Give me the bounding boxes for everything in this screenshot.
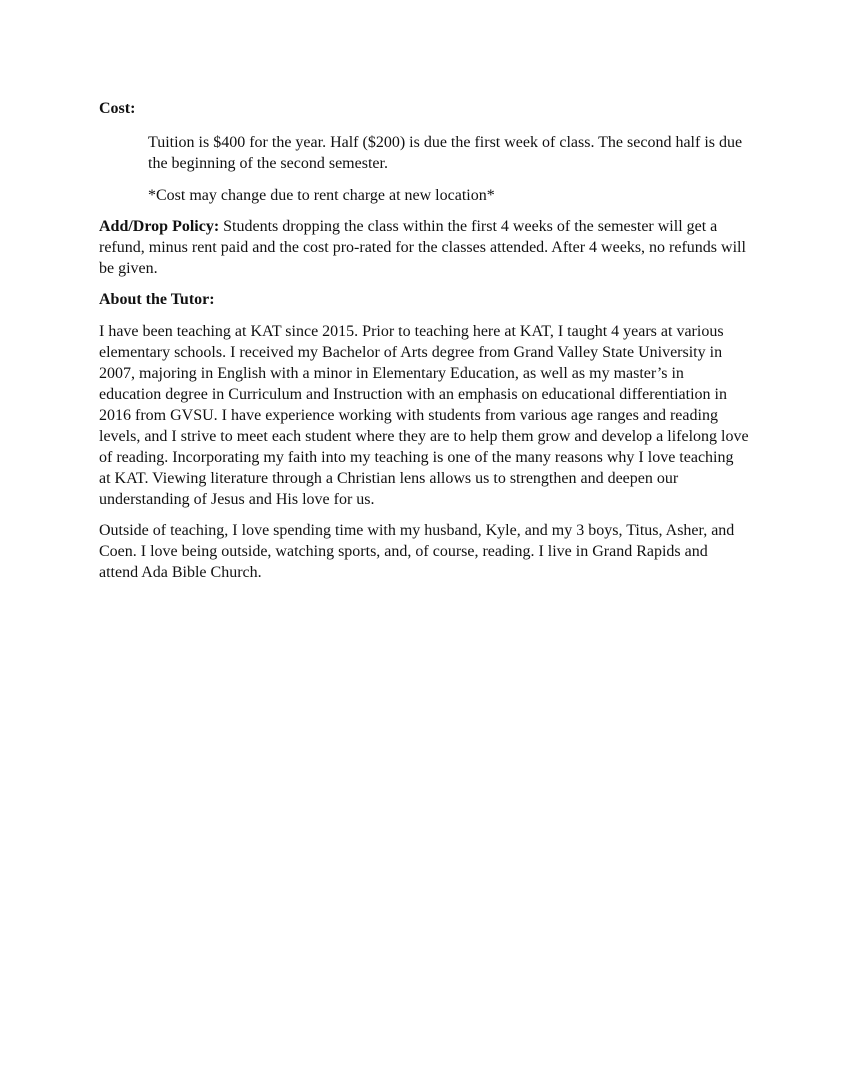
cost-note: *Cost may change due to rent charge at new location* xyxy=(148,187,495,204)
tuition-paragraph: Tuition is $400 for the year. Half ($200) is due the first week of class. The second half is due the beginning of the second semester. xyxy=(148,134,743,172)
cost-heading: Cost: xyxy=(99,100,136,117)
add-drop-policy-paragraph xyxy=(99,216,749,279)
about-tutor-heading: About the Tutor: xyxy=(99,291,215,308)
add-drop-policy-text: Students dropping the class within the first 4 weeks of the semester will get a refund, minus rent paid and the cost pro-rated for the classes attended. After 4 weeks, no refunds will be given. xyxy=(99,218,746,277)
tutor-bio-paragraph: I have been teaching at KAT since 2015. Prior to teaching here at KAT, I taught 4 years at various elementary schools. I received my Bachelor of Arts degree from Grand Valley State University in 2007, majoring in English with a minor in Elementary Education, as well as my master’s in education degree in Curriculum and Instruction with an emphasis on educational differentiation in 2016 from GVSU. I have experience working with students from various age ranges and reading levels, and I strive to meet each student where they are to help them grow and develop a lifelong love of reading. Incorporating my faith into my teaching is one of the many reasons why I love teaching at KAT. Viewing literature through a Christian lens allows us to strengthen and deepen our understanding of Jesus and His love for us. xyxy=(99,323,749,508)
tutor-personal-paragraph: Outside of teaching, I love spending time with my husband, Kyle, and my 3 boys, Titus, Asher, and Coen. I love being outside, watching sports, and, of course, reading. I live in Grand Rapids and attend Ada Bible Church. xyxy=(99,522,735,581)
add-drop-policy-heading: Add/Drop Policy: xyxy=(99,218,220,235)
document-page xyxy=(99,98,749,583)
